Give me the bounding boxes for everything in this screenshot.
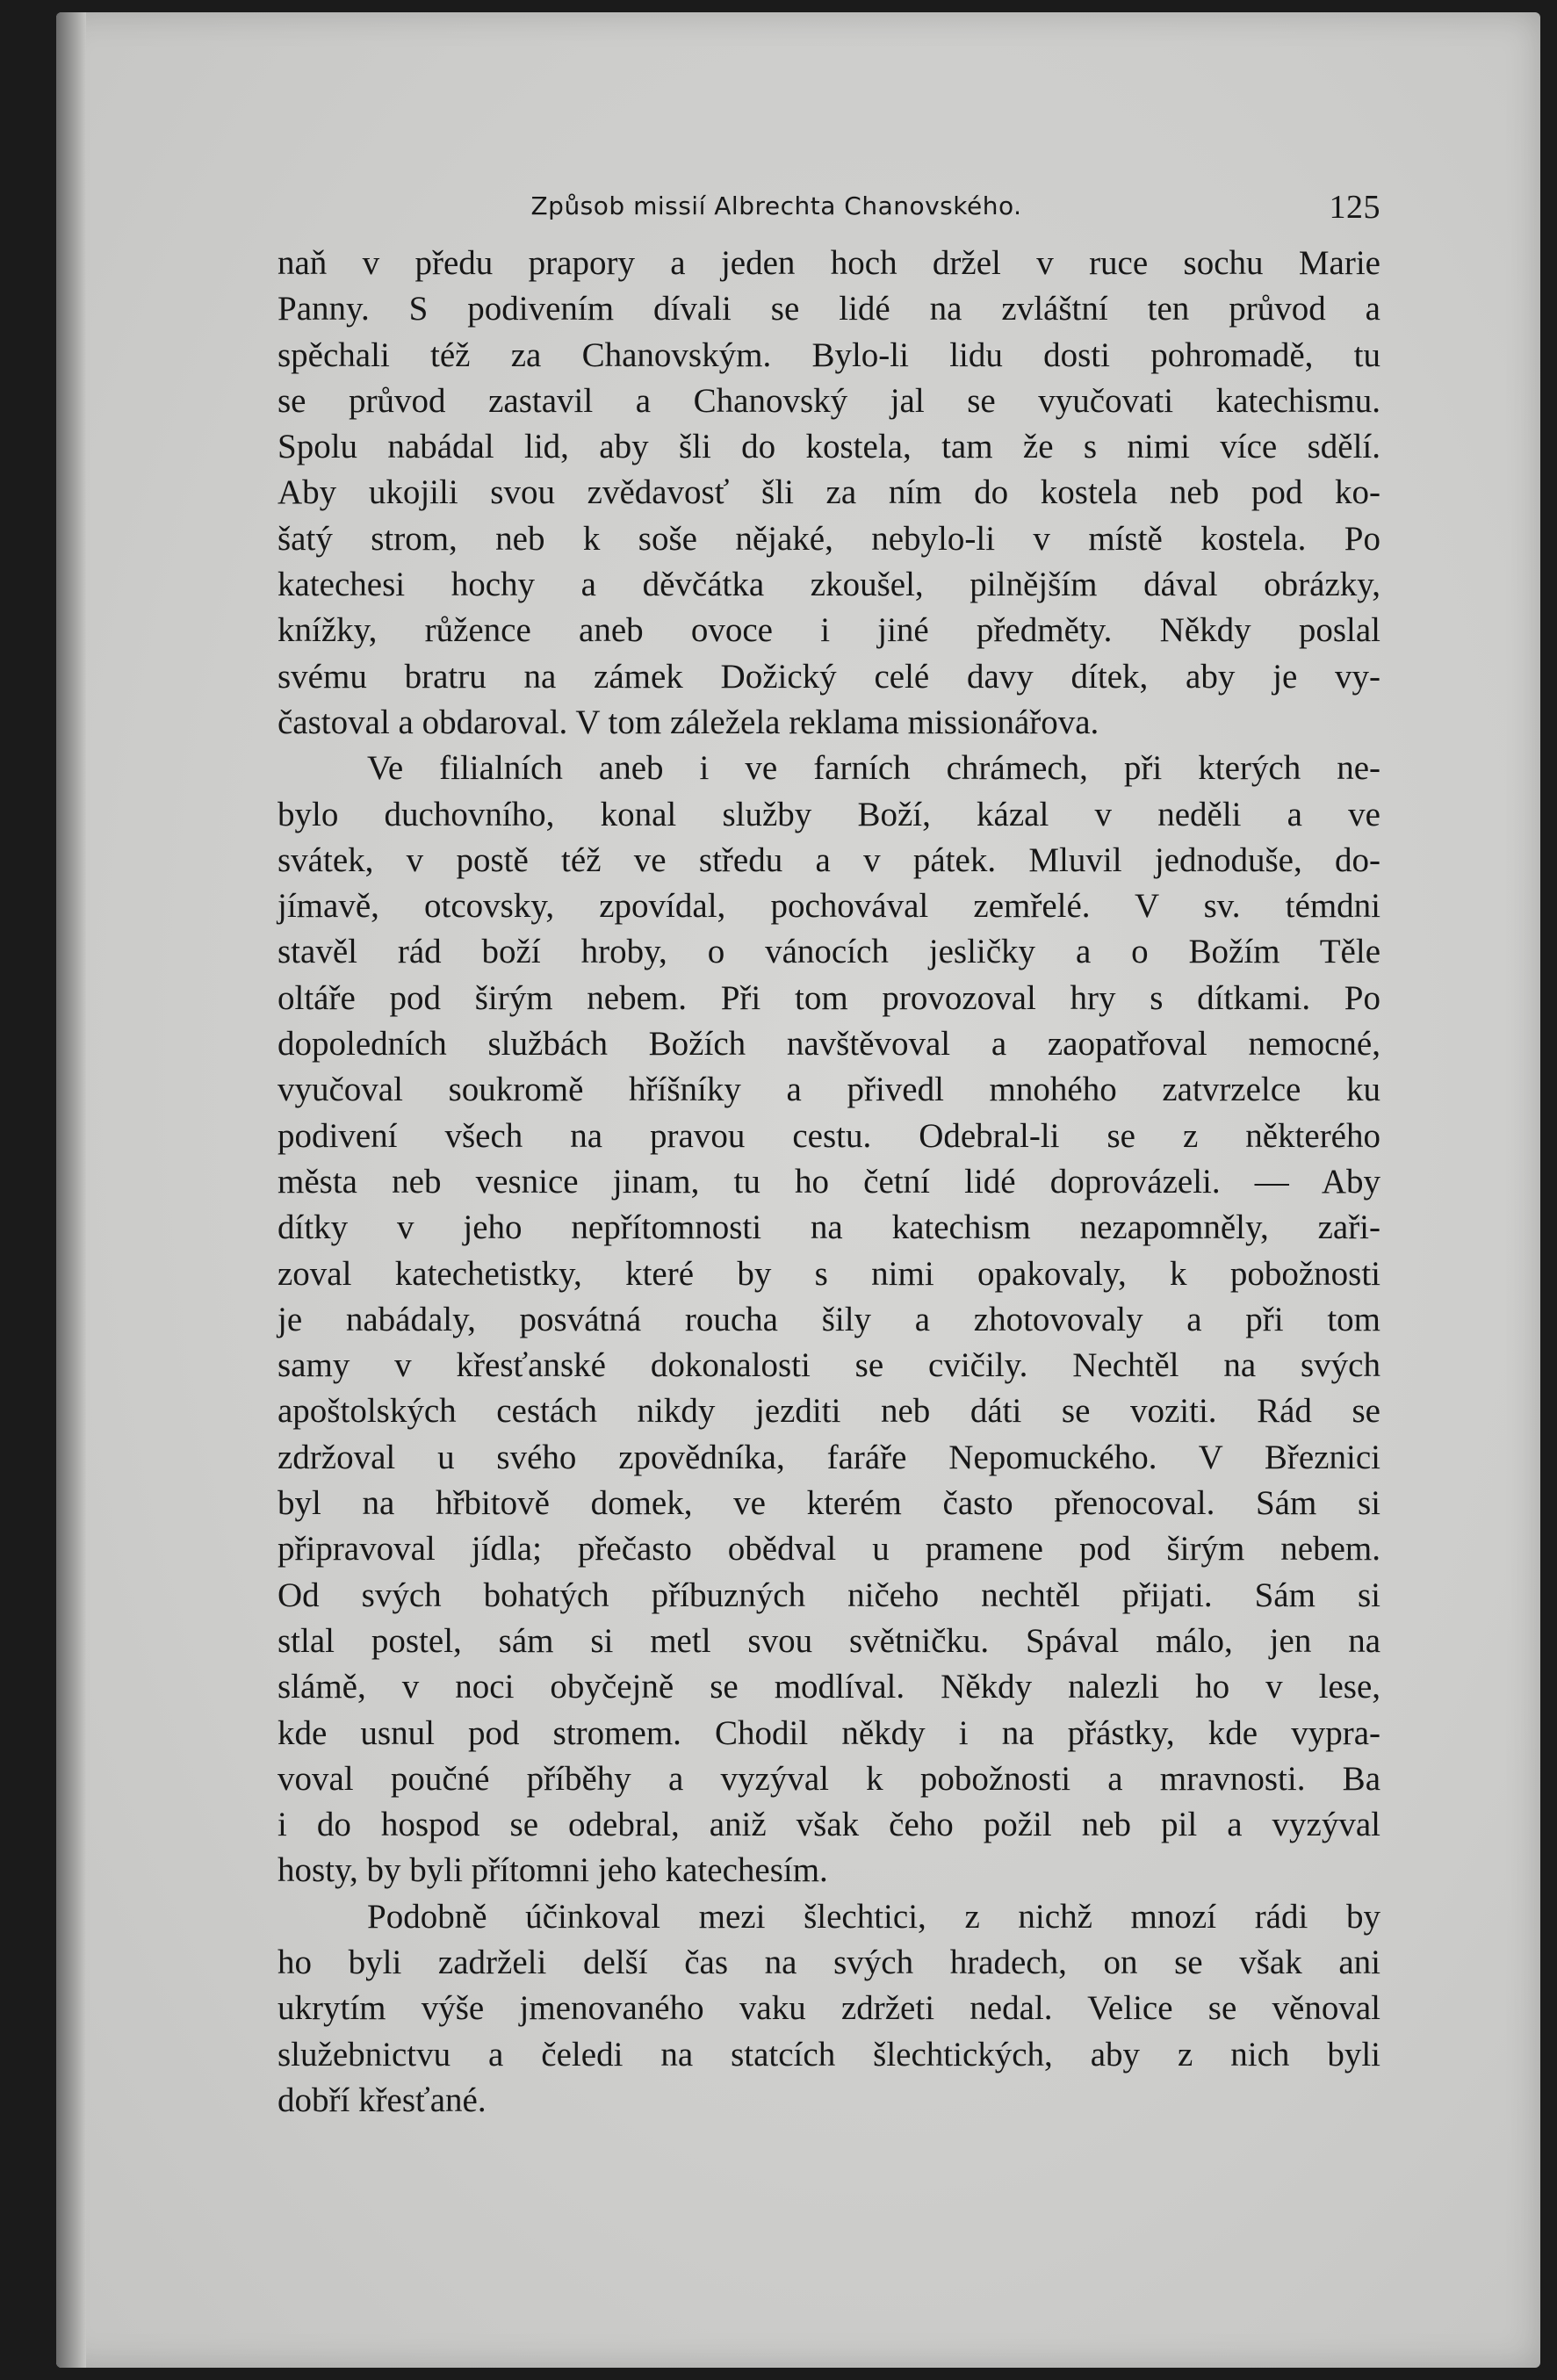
text-line: knížky, růžence aneb ovoce i jiné předměty. Někdy poslal bbox=[278, 611, 1380, 650]
running-title: Způsob missií Albrechta Chanovského. bbox=[530, 191, 1022, 220]
text-line: svému bratru na zámek Dožický celé davy dítek, aby je vy- bbox=[278, 657, 1380, 696]
text-line: hosty, by byli přítomni jeho katechesím. bbox=[278, 1851, 828, 1890]
text-line: samy v křesťanské dokonalosti se cvičily. Nechtěl na svých bbox=[278, 1346, 1380, 1385]
text-line: Panny. S podivením dívali se lidé na zvláštní ten průvod a bbox=[278, 290, 1380, 328]
text-line: dobří křesťané. bbox=[278, 2081, 487, 2119]
text-block bbox=[278, 188, 1380, 2124]
body-text bbox=[278, 241, 1380, 2124]
text-line: se průvod zastavil a Chanovský jal se vyučovati katechismu. bbox=[278, 381, 1380, 420]
text-line: dopoledních službách Božích navštěvoval a zaopatřoval nemocné, bbox=[278, 1025, 1380, 1064]
text-line: města neb vesnice jinam, tu ho četní lidé doprovázeli. — Aby bbox=[278, 1162, 1380, 1201]
text-line: zdržoval u svého zpovědníka, faráře Nepomuckého. V Březnici bbox=[278, 1438, 1380, 1476]
text-line: naň v předu prapory a jeden hoch držel v ruce sochu Marie bbox=[278, 244, 1380, 282]
text-line: jímavě, otcovsky, zpovídal, pochovával zemřelé. V sv. témdni bbox=[278, 887, 1380, 926]
text-line: Spolu nabádal lid, aby šli do kostela, tam že s nimi více sdělí. bbox=[278, 428, 1380, 466]
text-line: ukrytím výše jmenovaného vaku zdržeti nedal. Velice se věnoval bbox=[278, 1989, 1380, 2028]
text-line: je nabádaly, posvátná roucha šily a zhotovovaly a při tom bbox=[278, 1300, 1380, 1338]
text-line: častoval a obdaroval. V tom záležela reklama missionářova. bbox=[278, 703, 1099, 741]
text-line: slámě, v noci obyčejně se modlíval. Někdy nalezli ho v lese, bbox=[278, 1668, 1380, 1706]
text-line: vyučoval soukromě hříšníky a přivedl mnohého zatvrzelce ku bbox=[278, 1071, 1380, 1109]
text-line: stlal postel, sám si metl svou světničku. Spával málo, jen na bbox=[278, 1621, 1380, 1660]
text-line: Podobně účinkoval mezi šlechtici, z nichž mnozí rádi by bbox=[367, 1897, 1380, 1936]
text-line: zoval katechetistky, které by s nimi opakovaly, k pobožnosti bbox=[278, 1254, 1380, 1293]
text-line: byl na hřbitově domek, ve kterém často přenocoval. Sám si bbox=[278, 1484, 1380, 1523]
page-gutter bbox=[56, 12, 86, 2368]
page-number: 125 bbox=[1329, 189, 1380, 226]
text-line: i do hospod se odebral, aniž však čeho požil neb pil a vyzýval bbox=[278, 1806, 1380, 1844]
text-line: Aby ukojili svou zvědavosť šli za ním do kostela neb pod ko- bbox=[278, 473, 1380, 512]
text-line: oltáře pod širým nebem. Při tom provozoval hry s dítkami. Po bbox=[278, 978, 1380, 1017]
text-line: svátek, v postě též ve středu a v pátek. Mluvil jednoduše, do- bbox=[278, 840, 1380, 879]
text-line: ho byli zadrželi delší čas na svých hradech, on se však ani bbox=[278, 1943, 1380, 1981]
text-line: Od svých bohatých příbuzných ničeho nechtěl přijati. Sám si bbox=[278, 1576, 1380, 1614]
text-line: podivení všech na pravou cestu. Odebral-li se z některého bbox=[278, 1116, 1380, 1155]
text-line: apoštolských cestách nikdy jezditi neb dáti se voziti. Rád se bbox=[278, 1392, 1380, 1431]
text-line: připravoval jídla; přečasto obědval u pramene pod širým nebem. bbox=[278, 1530, 1380, 1569]
book-page bbox=[56, 12, 1540, 2368]
running-head bbox=[278, 188, 1380, 241]
text-line: služebnictvu a čeledi na statcích šlechtických, aby z nich byli bbox=[278, 2035, 1380, 2073]
text-line: spěchali též za Chanovským. Bylo-li lidu dosti pohromadě, tu bbox=[278, 335, 1380, 374]
text-line: katechesi hochy a děvčátka zkoušel, pilnějším dával obrázky, bbox=[278, 566, 1380, 604]
text-line: Ve filialních aneb i ve farních chrámech, při kterých ne- bbox=[367, 749, 1380, 788]
text-line: stavěl rád boží hroby, o vánocích jesličky a o Božím Těle bbox=[278, 933, 1380, 971]
paragraph bbox=[278, 1894, 1380, 2124]
paragraph bbox=[278, 746, 1380, 1893]
paragraph bbox=[278, 241, 1380, 746]
text-line: voval poučné příběhy a vyzýval k pobožnosti a mravnosti. Ba bbox=[278, 1759, 1380, 1798]
text-line: kde usnul pod stromem. Chodil někdy i na přástky, kde vypra- bbox=[278, 1713, 1380, 1752]
text-line: dítky v jeho nepřítomnosti na katechism nezapomněly, zaři- bbox=[278, 1208, 1380, 1247]
text-line: bylo duchovního, konal služby Boží, kázal v neděli a ve bbox=[278, 795, 1380, 833]
text-line: šatý strom, neb k soše nějaké, nebylo-li v místě kostela. Po bbox=[278, 519, 1380, 558]
